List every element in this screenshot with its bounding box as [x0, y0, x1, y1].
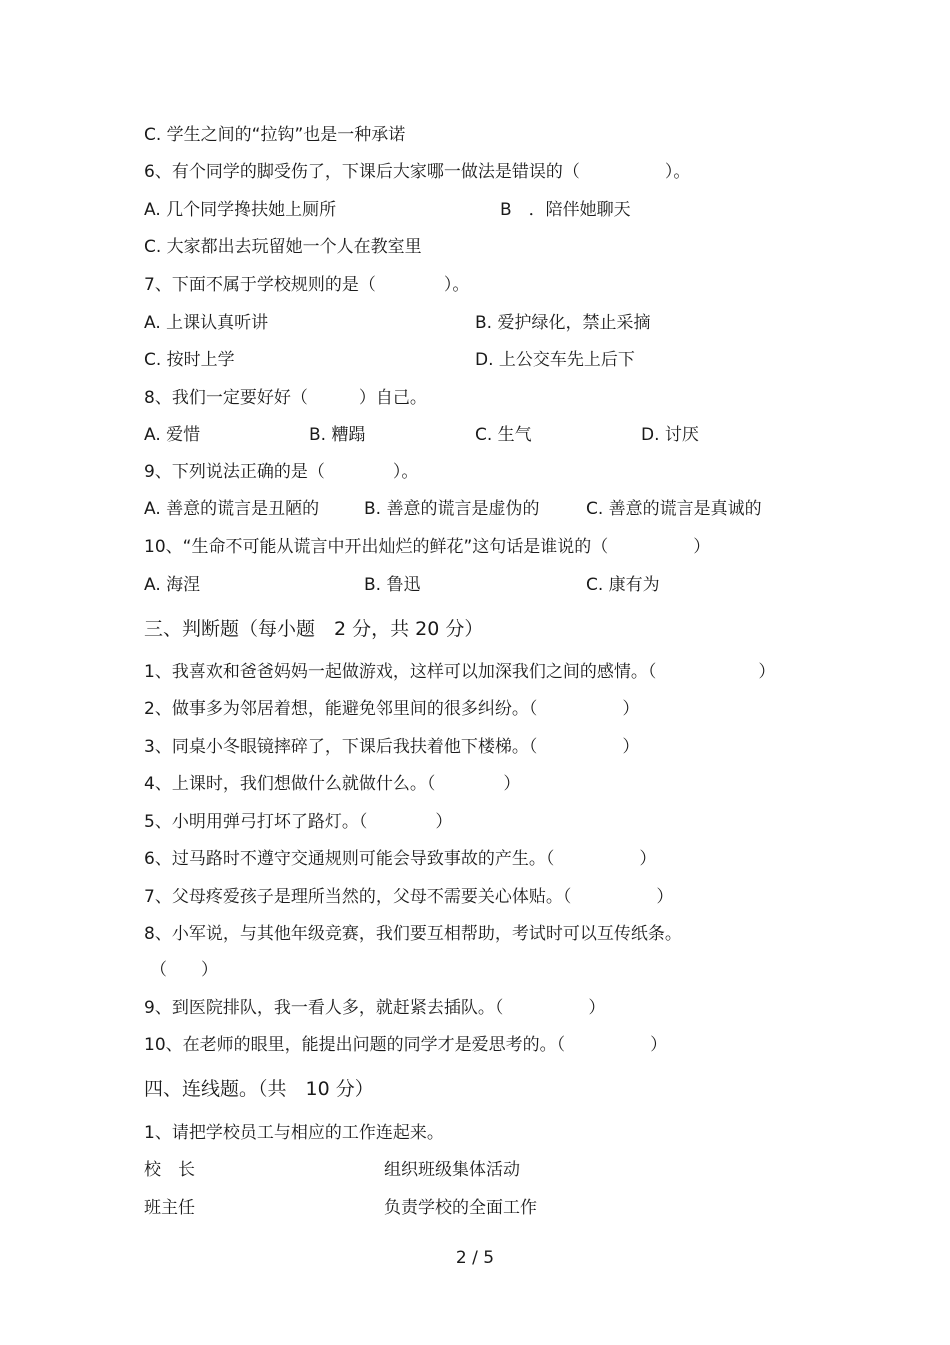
judge-item-1: 1、我喜欢和爸爸妈妈一起做游戏，这样可以加深我们之间的感情。（ ） — [144, 662, 776, 682]
q6-option-c: C. 大家都出去玩留她一个人在教室里 — [144, 237, 422, 257]
judge-item-2: 2、做事多为邻居着想，能避免邻里间的很多纠纷。（ ） — [144, 699, 640, 719]
judge-item-7: 7、父母疼爱孩子是理所当然的，父母不需要关心体贴。（ ） — [144, 887, 674, 907]
q8-option-d: D. 讨厌 — [641, 425, 699, 445]
q7-option-b: B. 爱护绿化，禁止采摘 — [475, 313, 651, 333]
q10-stem: 10、“生命不可能从谎言中开出灿烂的鲜花”这句话是谁说的（ ） — [144, 537, 711, 557]
q10-option-a: A. 海涅 — [144, 575, 201, 595]
judge-item-6: 6、过马路时不遵守交通规则可能会导致事故的产生。（ ） — [144, 849, 657, 869]
judge-item-5: 5、小明用弹弓打坏了路灯。（ ） — [144, 812, 453, 832]
section4-heading: 四、连线题。（共 10 分） — [144, 1078, 374, 1100]
q6-option-a: A. 几个同学搀扶她上厕所 — [144, 200, 337, 220]
match-left-1: 校 长 — [144, 1160, 195, 1180]
match-question-1: 1、请把学校员工与相应的工作连起来。 — [144, 1123, 444, 1143]
judge-item-10: 10、在老师的眼里，能提出问题的同学才是爱思考的。（ ） — [144, 1035, 668, 1055]
judge-item-8-paren: （ ） — [150, 960, 218, 980]
q8-option-c: C. 生气 — [475, 425, 532, 445]
q7-stem: 7、下面不属于学校规则的是（ ）。 — [144, 275, 470, 295]
q7-option-a: A. 上课认真听讲 — [144, 313, 269, 333]
q7-option-d: D. 上公交车先上后下 — [475, 350, 635, 370]
q9-stem: 9、下列说法正确的是（ ）。 — [144, 462, 419, 482]
section3-heading: 三、判断题（每小题 2 分，共 20 分） — [144, 618, 484, 640]
q9-option-b: B. 善意的谎言是虚伪的 — [364, 499, 540, 519]
match-left-2: 班主任 — [144, 1198, 195, 1218]
q7-option-c: C. 按时上学 — [144, 350, 235, 370]
q9-option-c: C. 善意的谎言是真诚的 — [586, 499, 762, 519]
q9-option-a: A. 善意的谎言是丑陋的 — [144, 499, 320, 519]
q10-option-c: C. 康有为 — [586, 575, 660, 595]
judge-item-9: 9、到医院排队，我一看人多，就赶紧去插队。（ ） — [144, 998, 606, 1018]
match-right-1: 组织班级集体活动 — [384, 1160, 520, 1180]
judge-item-8: 8、小军说，与其他年级竞赛，我们要互相帮助，考试时可以互传纸条。 — [144, 924, 682, 944]
judge-item-3: 3、同桌小冬眼镜摔碎了，下课后我扶着他下楼梯。（ ） — [144, 737, 640, 757]
judge-item-4: 4、上课时，我们想做什么就做什么。（ ） — [144, 774, 521, 794]
q8-stem: 8、我们一定要好好（ ）自己。 — [144, 388, 427, 408]
q6-option-b: B ．陪伴她聊天 — [500, 200, 631, 220]
q10-option-b: B. 鲁迅 — [364, 575, 421, 595]
page-number: 2 / 5 — [455, 1248, 495, 1268]
q6-stem: 6、有个同学的脚受伤了，下课后大家哪一做法是错误的（ ）。 — [144, 162, 691, 182]
q8-option-b: B. 糟蹋 — [309, 425, 366, 445]
q8-option-a: A. 爱惜 — [144, 425, 201, 445]
match-right-2: 负责学校的全面工作 — [384, 1198, 537, 1218]
q5-option-c: C. 学生之间的“拉钩”也是一种承诺 — [144, 125, 406, 145]
